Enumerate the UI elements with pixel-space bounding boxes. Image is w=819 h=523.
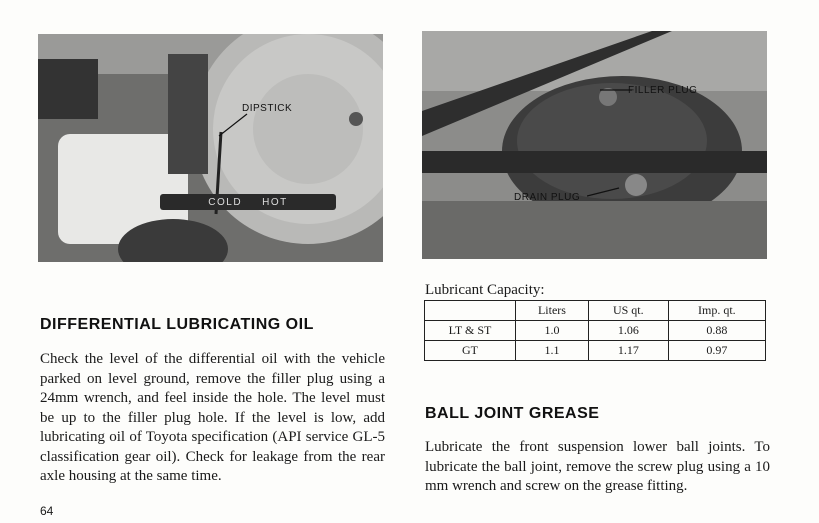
table-cell: 0.88 — [668, 321, 765, 341]
table-cell: 0.97 — [668, 341, 765, 361]
lubricant-capacity-table — [424, 300, 766, 361]
table-cell: LT & ST — [425, 321, 516, 341]
photo-differential — [422, 31, 767, 259]
gauge-cold-label: COLD — [208, 196, 243, 208]
capacity-title: Lubricant Capacity: — [425, 282, 545, 298]
oil-level-gauge — [160, 194, 336, 210]
photo-engine-dipstick — [38, 34, 383, 262]
filler-plug-callout: FILLER PLUG — [628, 85, 698, 96]
table-cell: 1.0 — [516, 321, 589, 341]
table-cell: 1.1 — [516, 341, 589, 361]
table-header-row — [425, 301, 766, 321]
section-heading-ball-joint: BALL JOINT GREASE — [425, 405, 600, 422]
dipstick-callout: DIPSTICK — [242, 103, 293, 114]
dipstick-leader-line — [215, 110, 255, 140]
differential-body-text: Check the level of the differential oil with the vehicle parked on level ground, remove the filler plug using a 24mm wrench, and feel inside the hole. The level must be up to the filler plug hole. If the level is low, add lubricating oil of Toyota specification (API service GL-5 classification gear oil). Check for leakage from the rear axle housing at the same time. — [40, 351, 385, 484]
table-row — [425, 321, 766, 341]
page-number: 64 — [40, 504, 54, 518]
table-cell: 1.06 — [588, 321, 668, 341]
table-cell: 1.17 — [588, 341, 668, 361]
gauge-hot-label: HOT — [262, 196, 288, 208]
table-row — [425, 341, 766, 361]
table-header-cell: Liters — [516, 301, 589, 321]
table-header-cell: Imp. qt. — [668, 301, 765, 321]
ball-joint-body-text: Lubricate the front suspension lower ball joints. To lubricate the ball joint, remove the screw plug using a 10 mm wrench and screw on the grease fitting. — [425, 439, 770, 494]
table-cell: GT — [425, 341, 516, 361]
table-header-cell: US qt. — [588, 301, 668, 321]
drain-plug-leader-line — [587, 186, 622, 200]
section-heading-differential: DIFFERENTIAL LUBRICATING OIL — [40, 316, 314, 333]
table-header-cell — [425, 301, 516, 321]
drain-plug-callout: DRAIN PLUG — [514, 192, 581, 203]
